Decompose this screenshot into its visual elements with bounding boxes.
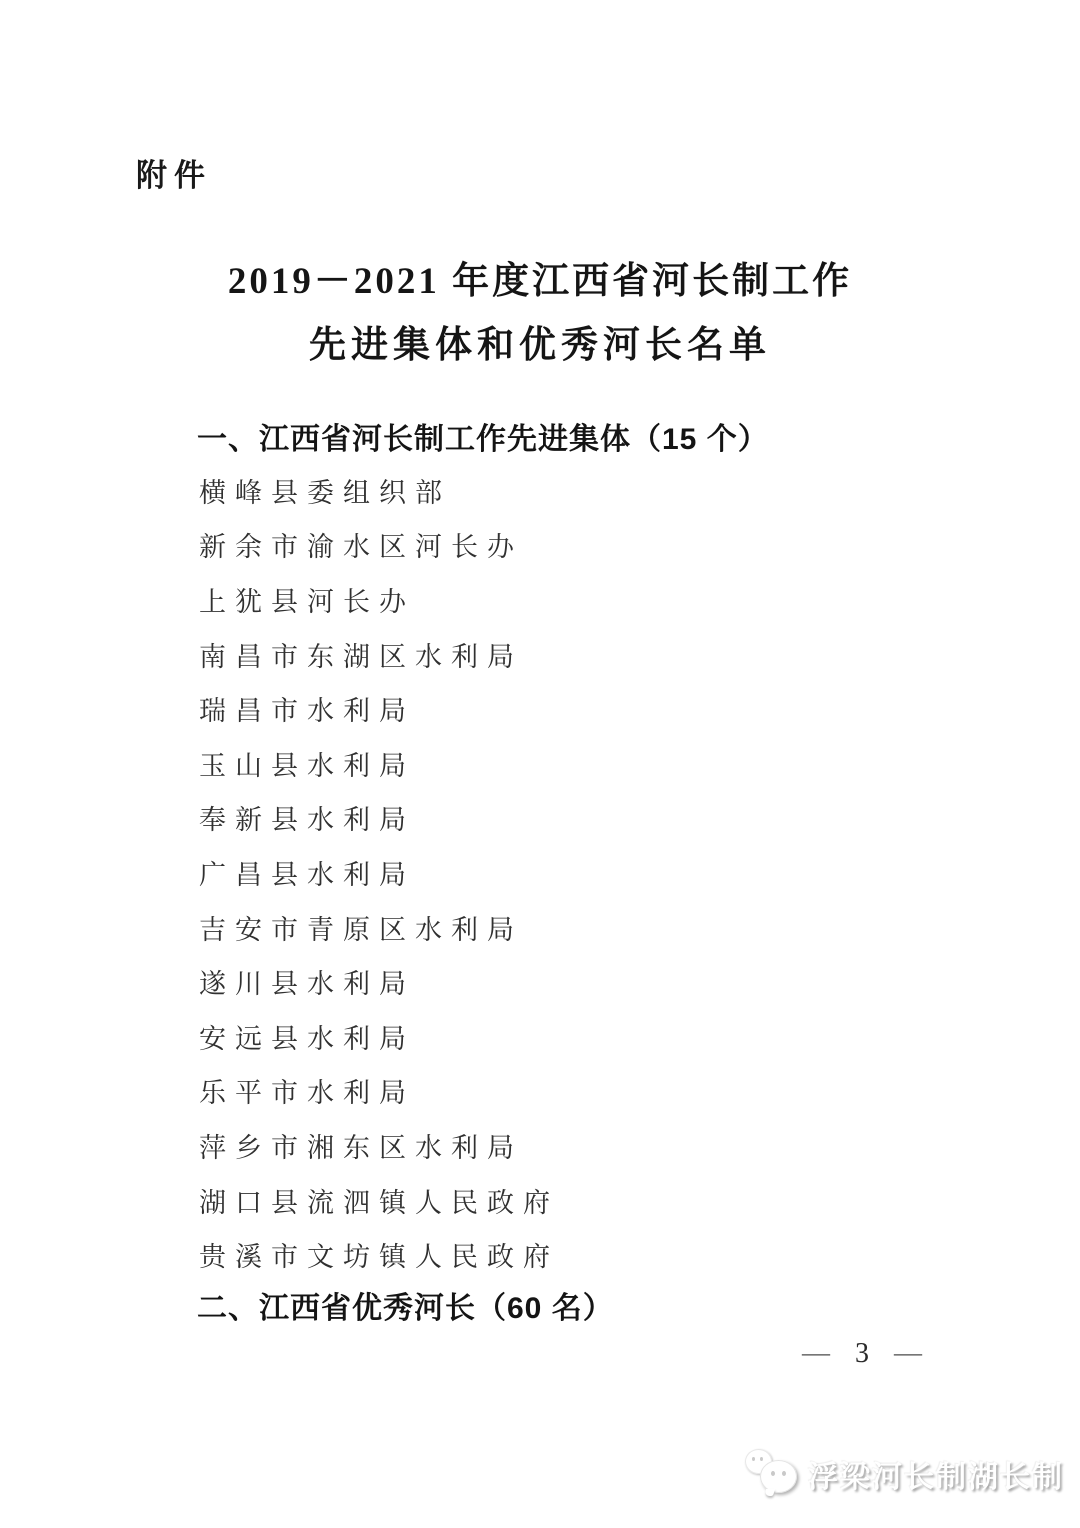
list-item: 瑞昌市水利局 [199,696,415,727]
watermark-text: 浮梁河长制湖长制 [808,1461,1064,1494]
wechat-icon [745,1449,801,1499]
page-number [756,1338,968,1370]
section1-award-list [199,463,559,1282]
document-title [0,258,1080,369]
list-item: 遂川县水利局 [199,969,415,1000]
list-item: 萍乡市湘东区水利局 [199,1132,523,1163]
wechat-eye [760,1457,763,1461]
list-item: 上犹县河长办 [199,586,415,617]
section2-heading: 二、江西省优秀河长（60 名） [197,1292,614,1325]
attachment-label: 附件 [136,158,212,193]
list-item: 吉安市青原区水利局 [199,914,523,945]
watermark [745,1449,1064,1499]
page-number-dash-right: — [894,1339,922,1368]
document-title-line-2: 先进集体和优秀河长名单 [309,325,771,366]
page-number-dash-left: — [802,1339,830,1368]
list-item: 乐平市水利局 [199,1078,415,1109]
wechat-eye [752,1457,755,1461]
list-item: 奉新县水利局 [199,805,415,836]
list-item: 安远县水利局 [199,1023,415,1054]
list-item: 新余市渝水区河长办 [199,532,523,563]
list-item: 南昌市东湖区水利局 [199,641,523,672]
page-number-value: 3 [855,1338,869,1369]
list-item: 贵溪市文坊镇人民政府 [199,1242,559,1273]
wechat-bubble-tail [764,1489,775,1496]
list-item: 湖口县流泗镇人民政府 [199,1187,559,1218]
document-title-line-1: 2019－2021 年度江西省河长制工作 [227,261,853,302]
list-item: 广昌县水利局 [199,859,415,890]
wechat-eye [782,1471,786,1476]
wechat-eye [771,1471,775,1476]
list-item: 玉山县水利局 [199,750,415,781]
list-item: 横峰县委组织部 [199,477,451,508]
section1-heading: 一、江西省河长制工作先进集体（15 个） [197,423,769,456]
